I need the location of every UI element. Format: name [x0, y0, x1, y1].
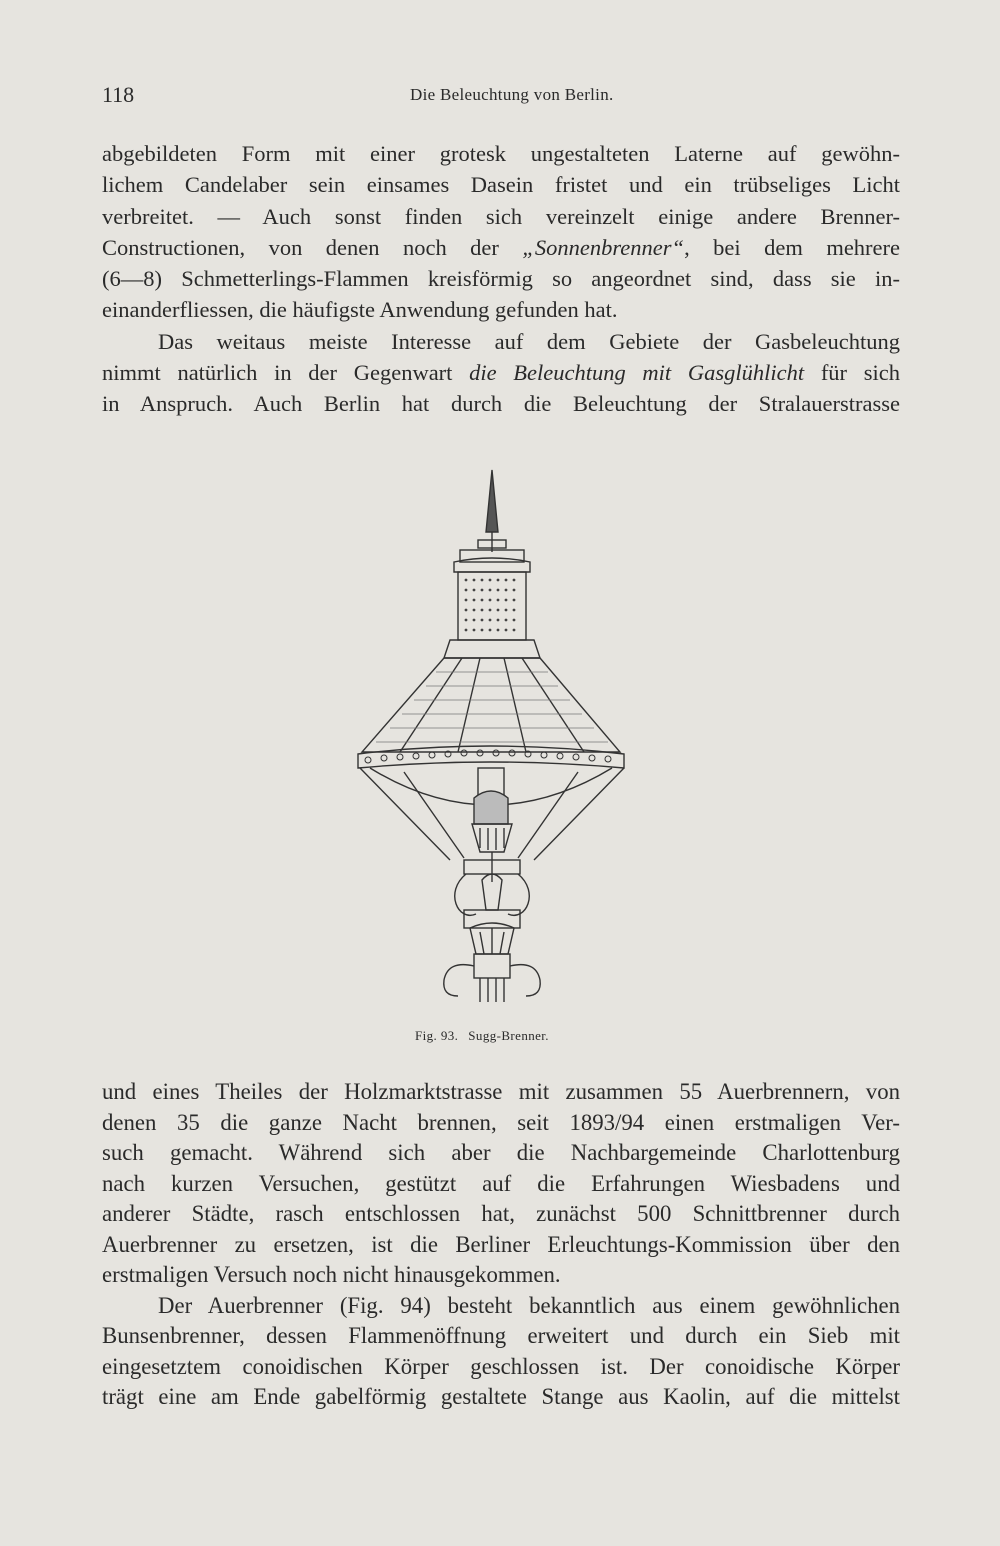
page-header [102, 82, 902, 112]
text-fragment: für sich [804, 360, 900, 386]
text-line: trägt eine am Ende gabelförmig gestaltete Stange aus Kaolin, auf die mittelst [102, 1384, 900, 1409]
text-line: such gemacht. Während sich aber die Nachbargemeinde Charlottenburg [102, 1140, 900, 1165]
text-line: denen 35 die ganze Nacht brennen, seit 1893/94 einen erstmaligen Ver- [102, 1109, 900, 1135]
top-text-block [102, 138, 900, 420]
text-line: Der Auerbrenner (Fig. 94) besteht bekanntlich aus einem gewöhnlichen [158, 1292, 900, 1318]
text-line [102, 357, 900, 388]
text-line: Auerbrenner zu ersetzen, ist die Berliner Erleuchtungs-Kommission über den [102, 1231, 900, 1257]
bottom-text-block [102, 1077, 900, 1413]
text-line: in Anspruch. Auch Berlin hat durch die Beleuchtung der Stralauerstrasse [102, 391, 900, 417]
italic-term: die Beleuchtung mit Gasglühlicht [469, 360, 805, 386]
sugg-burner-drawing [340, 462, 640, 1022]
text-line: eingesetztem conoidischen Körper geschlossen ist. Der conoidische Körper [102, 1353, 900, 1379]
text-line: verbreitet. — Auch sonst finden sich vereinzelt einige andere Brenner- [102, 203, 900, 229]
text-line: erstmaligen Versuch noch nicht hinausgekommen. [102, 1262, 561, 1287]
text-line: und eines Theiles der Holzmarktstrasse mit zusammen 55 Auerbrennern, von [102, 1079, 900, 1104]
caption-label: Fig. 93. [415, 1028, 459, 1043]
lamp-illustration [340, 462, 640, 1022]
text-line: (6—8) Schmetterlings-Flammen kreisförmig so angeordnet sind, dass sie in- [102, 266, 900, 292]
text-line: nach kurzen Versuchen, gestützt auf die Erfahrungen Wiesbadens und [102, 1170, 900, 1196]
caption-title: Sugg-Brenner. [468, 1028, 549, 1043]
text-line [102, 232, 900, 263]
text-line: abgebildeten Form mit einer grotesk ungestalteten Laterne auf gewöhn- [102, 141, 900, 166]
running-title: Die Beleuchtung von Berlin. [410, 85, 614, 104]
text-fragment: nimmt natürlich in der Gegenwart [102, 360, 470, 386]
text-line: lichem Candelaber sein einsames Dasein fristet und ein trübseliges Licht [102, 172, 900, 198]
text-line: Das weitaus meiste Interesse auf dem Gebiete der Gasbeleuchtung [158, 328, 900, 354]
page-number: 118 [102, 82, 135, 107]
text-line: einanderfliessen, die häufigste Anwendung gefunden hat. [102, 297, 618, 323]
text-fragment: , bei dem mehrere [684, 234, 901, 260]
text-line: Bunsenbrenner, dessen Flammenöffnung erweitert und durch ein Sieb mit [102, 1323, 900, 1348]
italic-term: „Sonnenbrenner“ [522, 234, 685, 260]
figure-caption [415, 1028, 549, 1044]
text-fragment: Constructionen, von denen noch der [102, 234, 523, 260]
text-line: anderer Städte, rasch entschlossen hat, zunächst 500 Schnittbrenner durch [102, 1201, 900, 1226]
